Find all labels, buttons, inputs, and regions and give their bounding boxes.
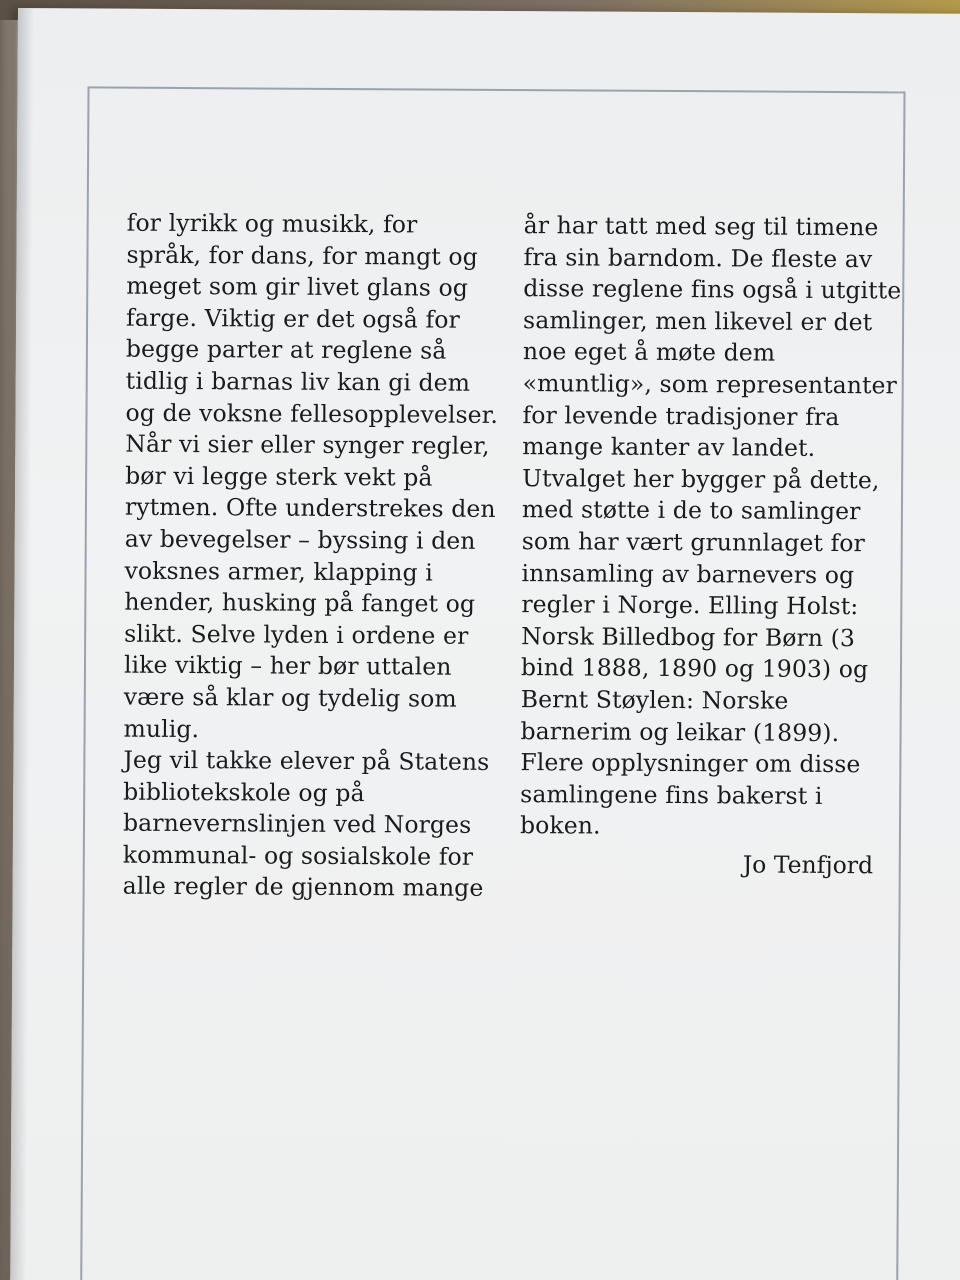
text-line: som har vært grunnlaget for [521,527,866,558]
text-line: boken. [519,811,601,840]
text-line: like viktig – her bør uttalen [123,650,452,681]
text-line: Utvalget her bygger på dette, [522,463,880,495]
text-line: år har tatt med seg til timene [523,211,879,242]
left-text-column [123,208,500,905]
text-line: barnerim og leikar (1899). [520,716,840,747]
text-line: for lyrikk og musikk, for [126,208,418,239]
text-line: barnevernslinjen ved Norges [122,808,472,840]
text-line: rytmen. Ofte understrekes den [124,493,496,524]
text-line: være så klar og tydelig som [123,682,457,713]
text-line: Bernt Støylen: Norske [520,684,789,715]
text-line: «muntlig», som representanter [522,369,898,400]
text-line: tidlig i barnas liv kan gi dem [125,366,471,397]
text-line: regler i Norge. Elling Holst: [521,590,859,621]
text-line: Jeg vil takke elever på Statens [123,745,490,776]
text-line: begge parter at reglene så [125,335,447,365]
text-line: for levende tradisjoner fra [522,400,840,431]
text-line: bind 1888, 1890 og 1903) og [520,653,869,684]
page-fold-shadow [10,8,34,1280]
text-line: samlinger, men likevel er det [523,305,873,337]
text-line: innsamling av barnevers og [521,558,855,589]
text-line: disse reglene fins også i utgitte [523,274,902,305]
text-line: farge. Viktig er det også for [126,303,461,334]
text-line: hender, husking på fanget og [124,587,476,618]
author-signature: Jo Tenfjord [742,850,874,880]
text-line: alle regler de gjennom mange [122,872,484,903]
text-line: voksnes armer, klapping i [124,556,434,587]
text-line: mulig. [123,714,200,743]
text-line: og de voksne fellesopplevelser. [125,398,499,429]
text-line: fra sin barndom. De fleste av [523,242,873,273]
text-line: bibliotekskole og på [123,777,365,807]
text-line: noe eget å møte dem [522,337,776,368]
text-line: bør vi legge sterk vekt på [125,461,433,492]
text-line: av bevegelser – byssing i den [124,524,476,555]
text-line: Flere opplysninger om disse [520,748,861,779]
text-line: slikt. Selve lyden i ordene er [124,619,469,650]
text-line: med støtte i de to samlinger [521,495,861,526]
text-line: språk, for dans, for mangt og [126,240,478,271]
book-page [10,8,960,1280]
text-line: meget som gir livet glans og [126,271,469,302]
right-text-column [520,210,902,844]
text-line: samlingene fins bakerst i [520,779,823,810]
text-line: mange kanter av landet. [522,432,816,463]
text-line: Når vi sier eller synger regler, [125,429,490,461]
text-line: Norsk Billedbog for Børn (3 [521,621,856,652]
text-line: kommunal- og sosialskole for [122,840,474,871]
